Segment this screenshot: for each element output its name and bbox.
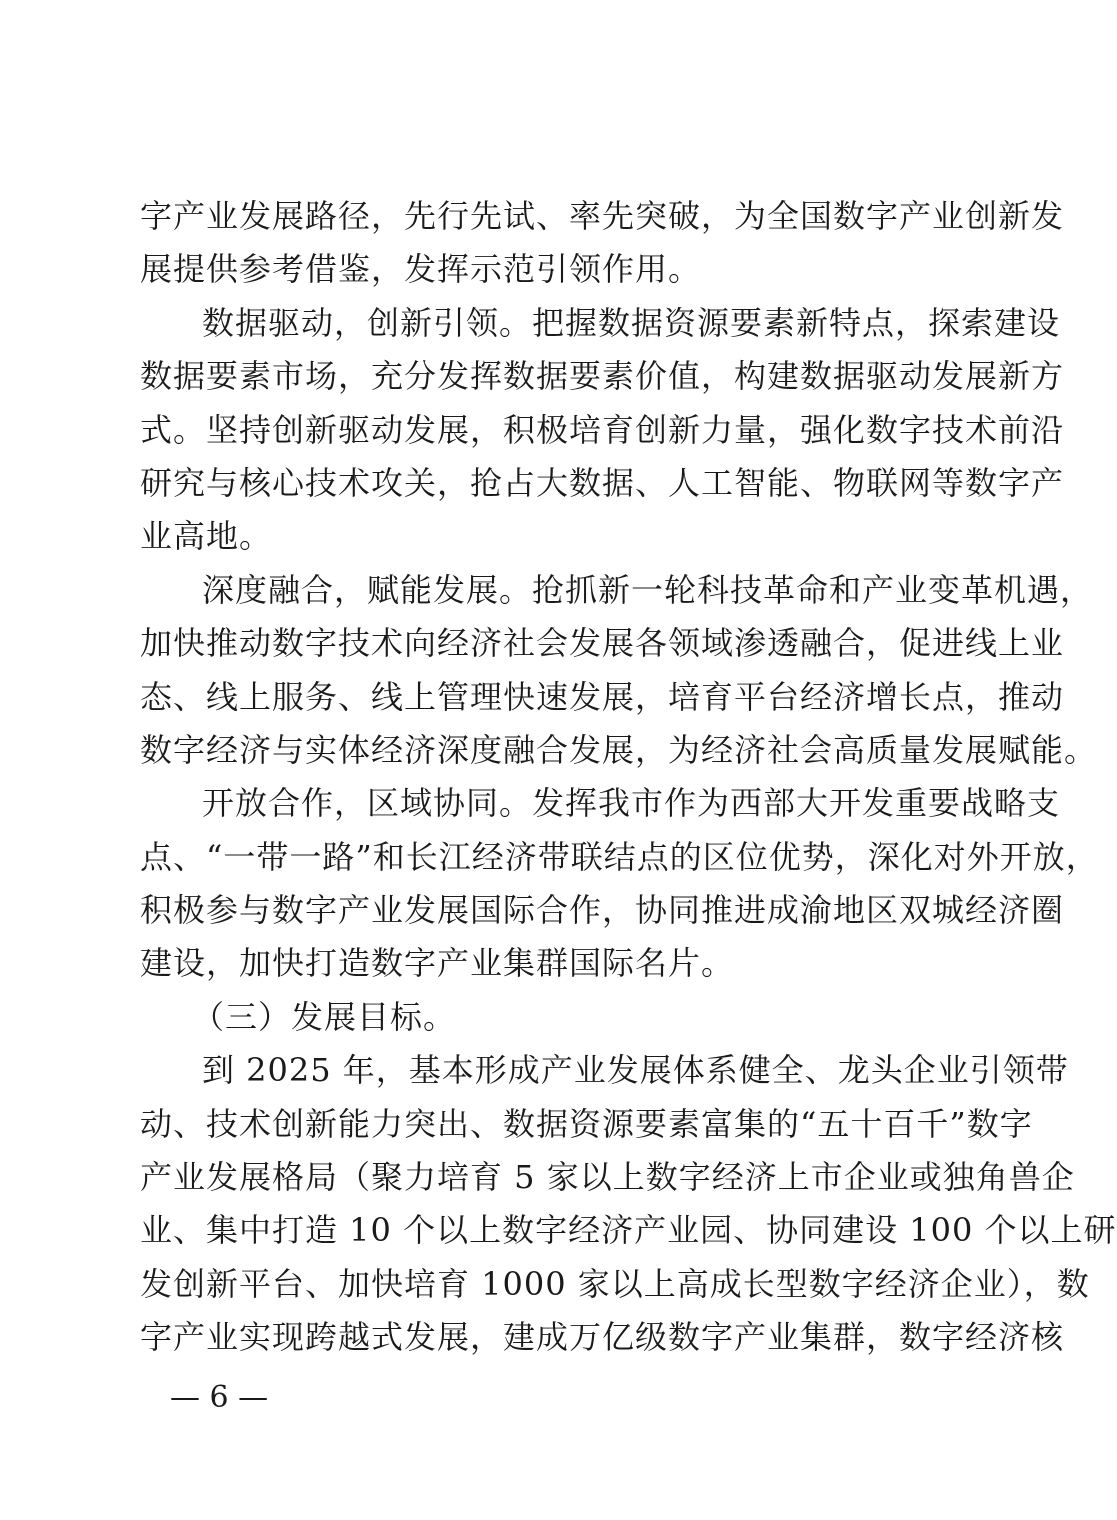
paragraph-start-line: 开放合作，区域协同。发挥我市作为西部大开发重要战略支	[202, 784, 1061, 823]
text-line: 动、技术创新能力突出、数据资源要素富集的“五十百千”数字	[140, 1104, 1033, 1143]
paragraph-start-line: 数据驱动，创新引领。把握数据资源要素新特点，探索建设	[202, 303, 1061, 342]
text-line: 态、线上服务、线上管理快速发展，培育平台经济增长点，推动	[140, 677, 1065, 716]
text-line: 建设，加快打造数字产业集群国际名片。	[140, 944, 735, 983]
text-line: 产业发展格局（聚力培育 5 家以上数字经济上市企业或独角兽企	[140, 1158, 1075, 1197]
paragraph-start-line: 深度融合，赋能发展。抢抓新一轮科技革命和产业变革机遇，	[202, 570, 1094, 609]
text-line: 点、“一带一路”和长江经济带联结点的区位优势，深化对外开放，	[140, 837, 1099, 876]
paragraph-start-line: 到 2025 年，基本形成产业发展体系健全、龙头企业引领带	[202, 1051, 1069, 1090]
text-line: 业高地。	[140, 517, 273, 556]
text-line: 加快推动数字技术向经济社会发展各领域渗透融合，促进线上业	[140, 624, 1065, 663]
text-line: 字产业实现跨越式发展，建成万亿级数字产业集群，数字经济核	[140, 1318, 1065, 1357]
text-line: 式。坚持创新驱动发展，积极培育创新力量，强化数字技术前沿	[140, 410, 1065, 449]
page-number: — 6 —	[170, 1380, 269, 1415]
text-line: 展提供参考借鉴，发挥示范引领作用。	[140, 250, 702, 289]
text-line: 发创新平台、加快培育 1000 家以上高成长型数字经济企业），数	[140, 1264, 1090, 1303]
text-line: 字产业发展路径，先行先试、率先突破，为全国数字产业创新发	[140, 197, 1065, 235]
text-line: 积极参与数字产业发展国际合作，协同推进成渝地区双城经济圈	[140, 891, 1065, 930]
text-line: 研究与核心技术攻关，抢占大数据、人工智能、物联网等数字产	[140, 463, 1065, 502]
section-heading: （三）发展目标。	[192, 997, 457, 1036]
text-line: 数据要素市场，充分发挥数据要素价值，构建数据驱动发展新方	[140, 357, 1065, 396]
text-line: 业、集中打造 10 个以上数字经济产业园、协同建设 100 个以上研	[140, 1211, 1117, 1250]
text-line: 数字经济与实体经济深度融合发展，为经济社会高质量发展赋能。	[140, 730, 1098, 769]
document-body	[140, 190, 1117, 1365]
